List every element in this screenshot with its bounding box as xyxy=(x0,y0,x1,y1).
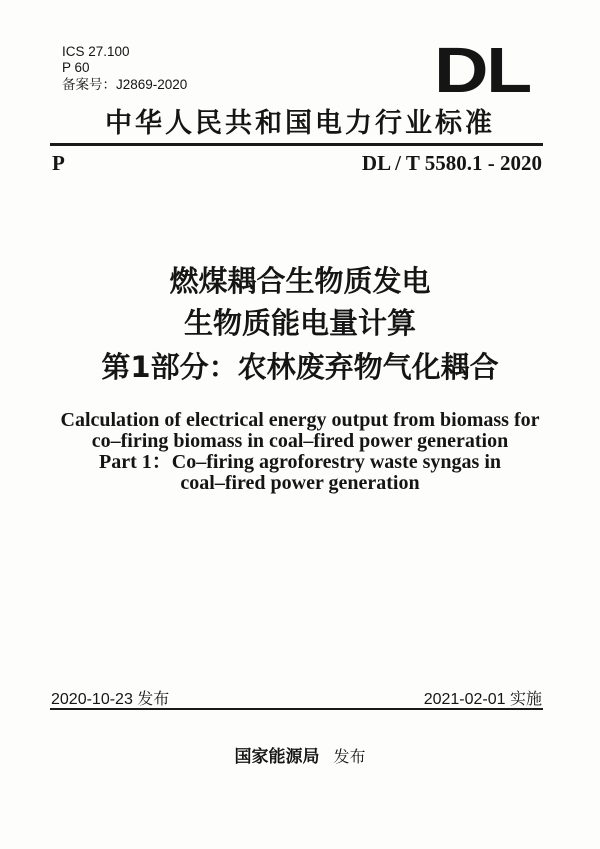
header-divider xyxy=(50,143,543,146)
chinese-title-line-3: 第1部分：农林废弃物气化耦合 xyxy=(101,350,499,384)
english-title-line-3: Part 1：Co–firing agroforestry waste syngas in xyxy=(99,451,501,473)
english-title-line-4: coal–fired power generation xyxy=(180,472,420,494)
english-title-line-2: co–firing biomass in coal–fired power generation xyxy=(91,430,509,452)
filing-number: 备案号：J2869-2020 xyxy=(62,77,188,92)
chinese-title-line-2: 生物质能电量计算 xyxy=(183,306,416,340)
issue-action: 发布 xyxy=(333,747,366,766)
ccs-code: P 60 xyxy=(62,60,90,75)
industry-standard-heading: 中华人民共和国电力行业标准 xyxy=(105,108,495,139)
implementation-date: 2021-02-01 实施 xyxy=(423,691,542,708)
ics-code: ICS 27.100 xyxy=(62,44,130,59)
standard-number: DL / T 5580.1 - 2020 xyxy=(361,151,542,175)
dl-logo: DL xyxy=(434,34,530,106)
issuer-line xyxy=(0,742,600,767)
category-letter: P xyxy=(52,151,65,175)
issuing-agency: 国家能源局 xyxy=(234,747,320,767)
english-title-line-1: Calculation of electrical energy output from biomass for xyxy=(60,409,540,431)
chinese-title-line-1: 燃煤耦合生物质发电 xyxy=(169,264,431,298)
footer-divider xyxy=(50,708,543,710)
issue-date: 2020-10-23 发布 xyxy=(51,691,170,708)
